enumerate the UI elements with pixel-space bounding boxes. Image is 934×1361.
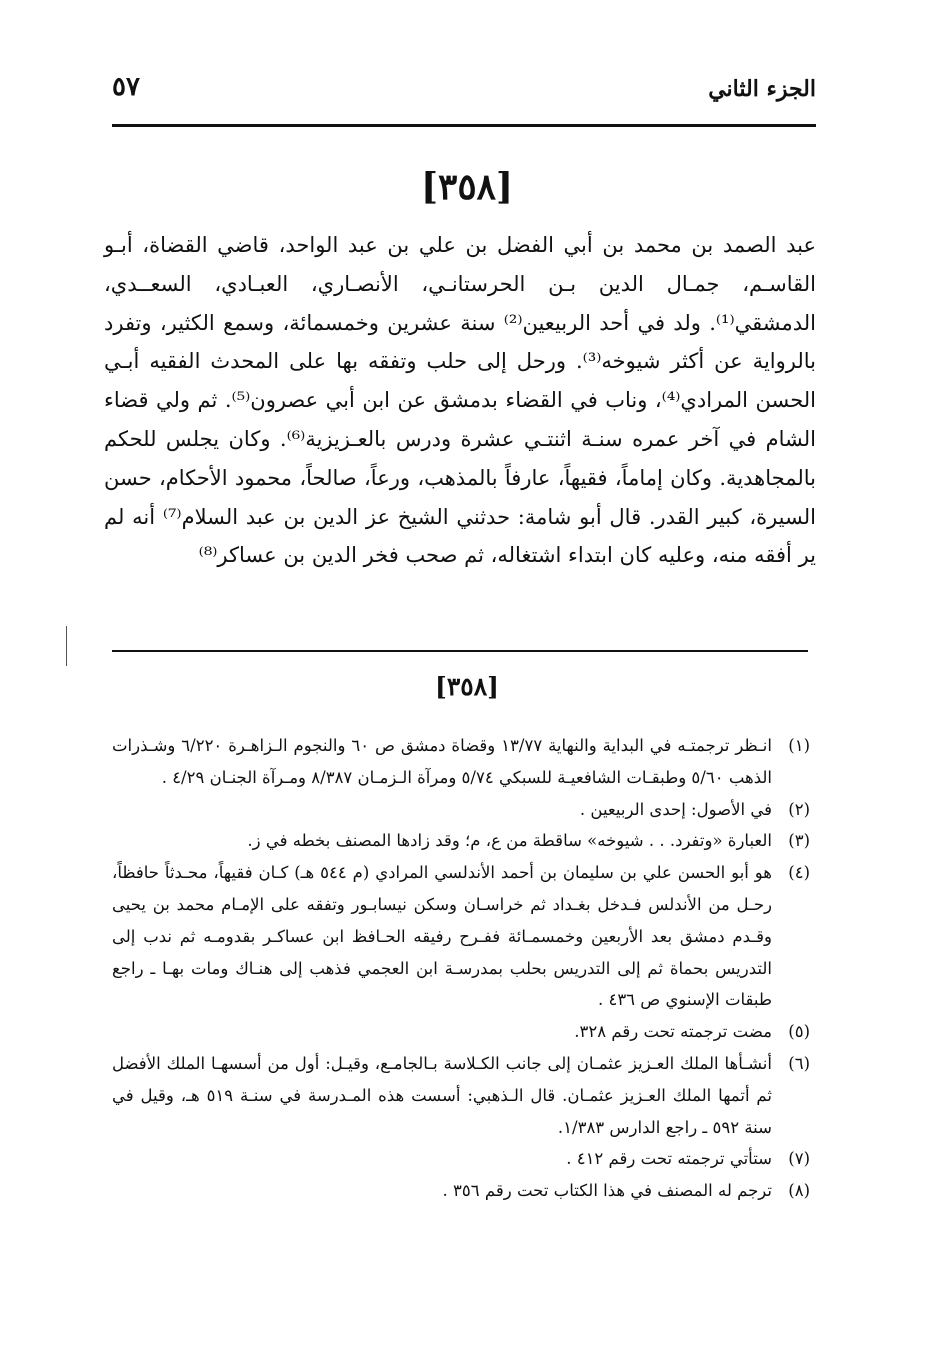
- footnote: [112, 1048, 810, 1143]
- header-rule: [112, 124, 816, 127]
- footnote-mark: (٣): [788, 831, 810, 851]
- entry-body: [104, 226, 816, 575]
- footnote-mark: (١): [788, 736, 810, 755]
- footnote: [112, 1143, 810, 1175]
- footnote: [112, 794, 810, 826]
- footnote-text: أنشـأها الملك العـزيز عثمـان إلى جانب الكـلاسة بـالجامـع، وقيـل: أول من أسسهـا الملك الأفضل ثم أتمها الملك العـزيز عثمـان. قال الـذهبي: أسست هذه المـدرسة في سنـة ٥١٩ هـ، وقيل في سنة ٥٩٢ ـ راجع الدارس ١/٣٨٣.: [112, 1053, 773, 1137]
- footnotes: [112, 730, 810, 1207]
- footnote: [112, 730, 810, 794]
- footnote-mark: (٧): [788, 1149, 810, 1169]
- footnote: [112, 857, 810, 1016]
- running-head: [112, 72, 816, 102]
- footnote-rule: [112, 650, 808, 652]
- margin-mark: [66, 626, 67, 666]
- part-title: الجزء الثاني: [708, 76, 816, 102]
- footnote-mark: (٢): [788, 799, 810, 819]
- footnote-text: انـظر ترجمتـه في البداية والنهاية ١٣/٧٧ وقضاة دمشق ص ٦٠ والنجوم الـزاهـرة ٦/٢٢٠ وشـذرات الذهب ٥/٦٠ وطبقـات الشافعيـة للسبكي ٥/٧٤ ومرآة الـزمـان ٨/٣٨٧ ومـرآة الجنـان ٤/٢٩ .: [112, 736, 772, 787]
- footnote-text: ستأتي ترجمته تحت رقم ٤١٢ .: [566, 1149, 772, 1169]
- entry-number: [٣٥٨]: [420, 166, 514, 208]
- footnote-mark: (٥): [788, 1022, 810, 1042]
- footnote: [112, 1175, 810, 1207]
- footnote: [112, 1016, 810, 1048]
- footnote-entry-number: [٣٥٨]: [435, 672, 499, 701]
- entry-paragraph: عبد الصمد بن محمد بن أبي الفضل بن علي بن عبد الواحد، قاضي القضاة، أبـو القاسـم، جمـال الدين بـن الحرستانـي، الأنصـاري، العبـادي، السعــدي، الدمشقي⁽¹⁾. ولد في أحد الربيعين⁽²⁾ سنة عشرين وخمسمائة، وسمع الكثير، وتفرد بالرواية عن أكثر شيوخه⁽³⁾. ورحل إلى حلب وتفقه بها على المحدث الفقيه أبـي الحسن المرادي⁽⁴⁾، وناب في القضاء بدمشق عن ابن أبي عصرون⁽⁵⁾. ثم ولي قضاء الشام في آخر عمره سنـة اثنتـي عشرة ودرس بالعـزيزية⁽⁶⁾. وكان يجلس للحكم بالمجاهدية. وكان إماماً، فقيهاً، عارفاً بالمذهب، ورعاً، صالحاً، محمود الأحكام، حسن السيرة، كبير القدر. قال أبو شامة: حدثني الشيخ عز الدين بن عبد السلام⁽⁷⁾ أنه لم ير أفقه منه، وعليه كان ابتداء اشتغاله، ثم صحب فخر الدين بن عساكر⁽⁸⁾: [104, 233, 816, 568]
- footnote-text: مضت ترجمته تحت رقم ٣٢٨.: [574, 1022, 772, 1042]
- footnote-mark: (٦): [788, 1053, 810, 1073]
- footnote-mark: (٨): [788, 1181, 810, 1201]
- footnote: [112, 825, 810, 857]
- page-number: ٥٧: [112, 72, 140, 102]
- footnote-text: العبارة «وتفرد. . . شيوخه» ساقطة من ع، م؛ وقد زادها المصنف بخطه في ز.: [247, 831, 772, 851]
- footnote-text: ترجم له المصنف في هذا الكتاب تحت رقم ٣٥٦ .: [442, 1181, 772, 1201]
- footnote-text: هو أبو الحسن علي بن سليمان بن أحمد الأندلسي المرادي (م ٥٤٤ هـ) كـان فقيهاً، محـدثاً حافظاً، رحـل من الأندلس فـدخل بغـداد ثم خراسـان وسكن نيسابـور وتفقه على الإمـام محمد بن يحيى وقـدم دمشق بعد الأربعين وخمسمـائة ففـرح رفيقه الحـافظ ابن عساكـر بقدومـه ثم ندب إلى التدريس بحماة ثم إلى التدريس بحلب بمدرسـة ابن العجمي فذهب إلى هنـاك ومات بهـا ـ راجع طبقات الإسنوي ص ٤٣٦ .: [112, 863, 773, 1010]
- footnote-mark: (٤): [788, 863, 810, 883]
- footnote-text: في الأصول: إحدى الربيعين .: [579, 799, 772, 819]
